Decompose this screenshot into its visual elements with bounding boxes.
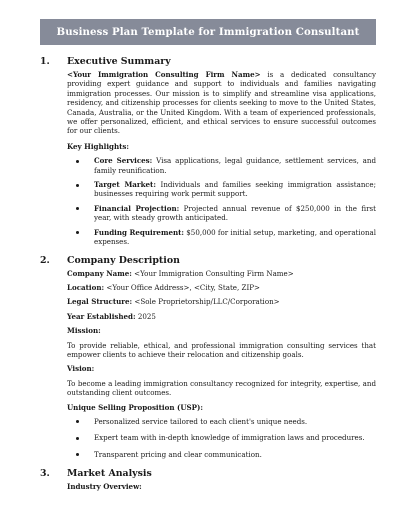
year-established-row: [67, 312, 376, 321]
executive-summary-content: [40, 70, 376, 247]
location-row: [67, 283, 376, 292]
field-label: Location:: [67, 282, 105, 292]
key-highlights-label: Key Highlights:: [67, 141, 130, 151]
firm-name-placeholder: <Your Immigration Consulting Firm Name>: [67, 70, 261, 79]
field-value: <Sole Proprietorship/LLC/Corporation>: [132, 297, 280, 307]
section-number: 1.: [40, 56, 50, 67]
highlight-label: Target Market:: [94, 180, 156, 190]
section-title: Market Analysis: [67, 468, 152, 480]
field-label: Legal Structure:: [67, 297, 133, 307]
list-item: Personalized service tailored to each client's unique needs.: [67, 417, 376, 426]
document-title: Business Plan Template for Immigration Consultant: [40, 19, 376, 45]
usp-label: Unique Selling Proposition (USP):: [67, 402, 203, 412]
industry-overview-label: Industry Overview:: [67, 482, 142, 492]
field-value: 2025: [135, 311, 156, 321]
section-title: Company Description: [67, 254, 180, 266]
legal-structure-row: [67, 297, 376, 306]
field-label: Company Name:: [67, 268, 132, 278]
highlight-label: Financial Projection:: [94, 203, 180, 213]
key-highlights-list: [67, 156, 376, 246]
highlight-text: Projected annual revenue of $250,000 in the first year, with steady growth anticipated.: [94, 203, 376, 223]
section-title: Executive Summary: [67, 56, 171, 67]
highlight-label: Core Services:: [94, 156, 153, 166]
intro-text: is a dedicated consultancy providing expert guidance and support to individuals and families navigating immigration processes. Our mission is to simplify and streamline visa applications, residency, and citizenship processes for clients seeking to move to the United States, Canada, Australia, or the United Kingdom. With a team of experienced professionals, we offer personalized, efficient, and ethical services to ensure successful outcomes for our clients.: [67, 70, 376, 136]
highlight-text: Visa applications, legal guidance, settlement services, and family reunification.: [94, 156, 376, 175]
vision-text: To become a leading immigration consultancy recognized for integrity, expertise, and outstanding client outcomes.: [67, 378, 376, 398]
mission-text: To provide reliable, ethical, and professional immigration consulting services that empower clients to achieve their relocation and citizenship goals.: [67, 340, 376, 359]
section-heading-executive-summary: [40, 56, 376, 67]
section-heading-market-analysis: [40, 468, 376, 479]
section-heading-company-description: [40, 255, 376, 266]
section-number: 2.: [40, 254, 50, 266]
list-item: [67, 228, 376, 247]
company-name-row: [67, 269, 376, 278]
list-item: [67, 204, 376, 223]
market-analysis-content: [40, 482, 376, 491]
field-value: <Your Office Address>, <City, State, ZIP>: [104, 282, 260, 292]
list-item: Transparent pricing and clear communication.: [67, 450, 376, 459]
field-label: Year Established:: [67, 311, 136, 321]
company-description-content: [40, 269, 376, 460]
list-item: Expert team with in-depth knowledge of immigration laws and procedures.: [67, 433, 376, 442]
section-number: 3.: [40, 468, 50, 480]
highlight-label: Funding Requirement:: [94, 227, 185, 237]
mission-label: Mission:: [67, 326, 101, 336]
field-value: <Your Immigration Consulting Firm Name>: [131, 268, 294, 278]
usp-list: [67, 417, 376, 459]
list-item: [67, 156, 376, 175]
vision-label: Vision:: [67, 364, 95, 374]
intro-paragraph: [67, 70, 376, 136]
highlight-text: Individuals and families seeking immigration assistance; businesses requiring work permit support.: [94, 180, 376, 199]
list-item: [67, 180, 376, 199]
highlight-text: $50,000 for initial setup, marketing, and operational expenses.: [94, 227, 377, 247]
